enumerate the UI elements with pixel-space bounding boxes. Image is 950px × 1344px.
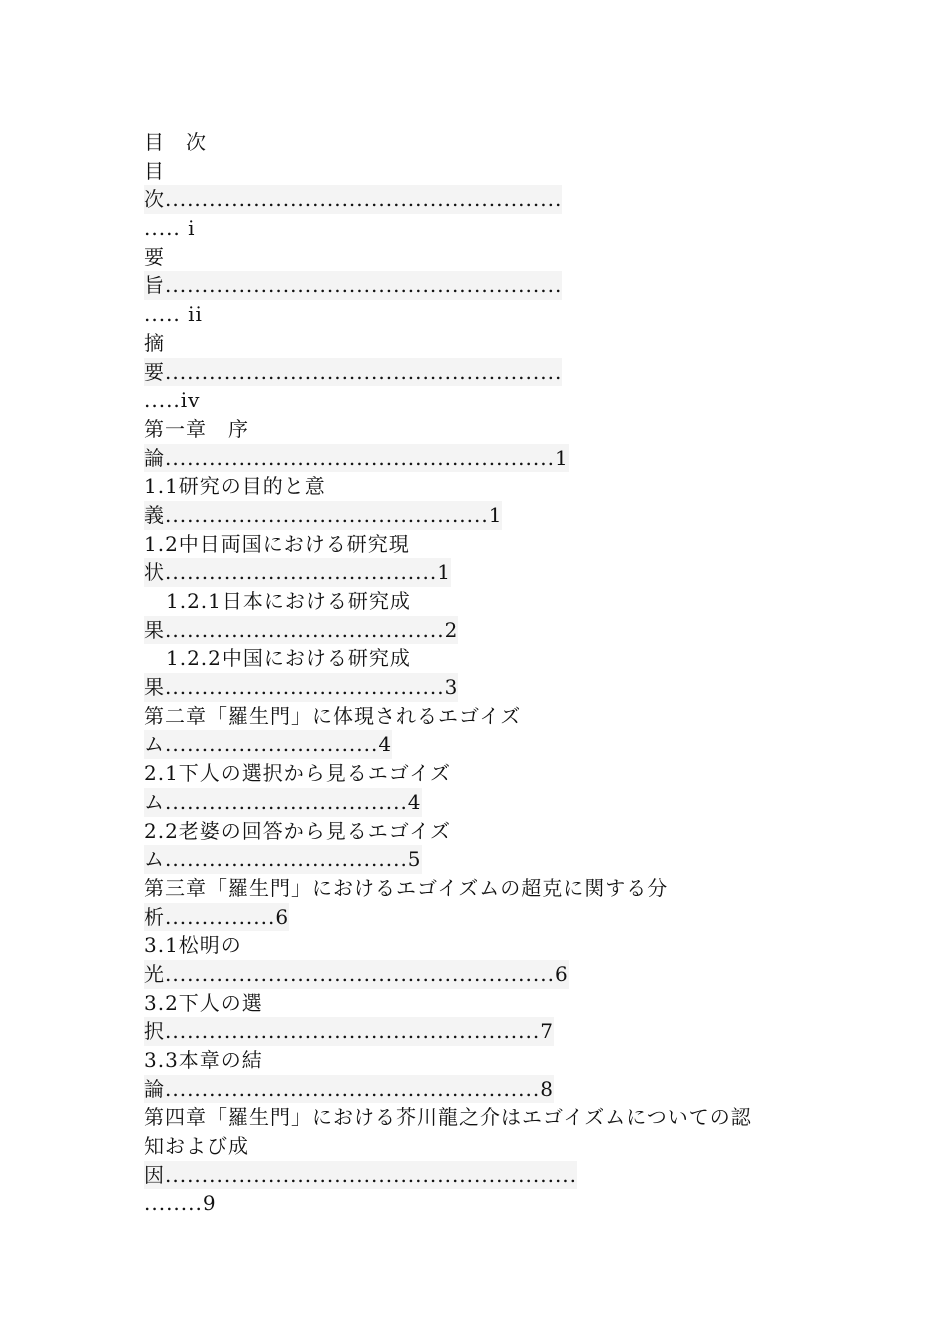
toc-line: 3.3本章の結: [144, 1048, 263, 1072]
toc-line: 3.1松明の: [144, 933, 242, 958]
toc-page: [144, 128, 804, 1218]
toc-line: 析...............6: [144, 903, 289, 932]
toc-line: 1.1研究の目的と意: [144, 474, 326, 499]
toc-line: ム.................................4: [144, 788, 422, 817]
toc-lines: [144, 157, 804, 1218]
toc-line: 要: [144, 244, 165, 269]
toc-line: 第三章「羅生門」におけるエゴイズムの超克に関する分: [144, 875, 669, 900]
toc-line: 光.....................................................6: [144, 960, 569, 989]
toc-line: 果......................................2: [144, 616, 458, 645]
toc-line: 1.2.2中国における研究成: [166, 646, 411, 671]
toc-line: ........9: [144, 1191, 217, 1216]
toc-line: ム.................................5: [144, 845, 422, 874]
toc-line: 摘: [144, 330, 165, 355]
toc-line: 2.1下人の選択から見るエゴイズ: [144, 761, 452, 786]
toc-line: 状.....................................1: [144, 558, 451, 587]
toc-line: 果......................................3: [144, 673, 458, 702]
toc-line: 択...................................................7: [144, 1017, 554, 1046]
toc-line: 知および成: [144, 1134, 249, 1159]
toc-line: 第二章「羅生門」に体現されるエゴイズ: [144, 703, 522, 728]
toc-line: 2.2老婆の回答から見るエゴイズ: [144, 818, 452, 843]
toc-line: ム.............................4: [144, 730, 392, 759]
toc-line: 1.2中日両国における研究現: [144, 531, 410, 556]
toc-line: 1.2.1日本における研究成: [166, 589, 411, 613]
toc-line: 3.2下人の選: [144, 990, 263, 1015]
toc-title: 目 次: [144, 130, 207, 154]
toc-line: 第四章「羅生門」における芥川龍之介はエゴイズムについての認: [144, 1105, 752, 1130]
toc-line: 第一章 序: [144, 416, 249, 441]
toc-line: 要......................................................: [144, 358, 562, 387]
toc-line: .....iv: [144, 388, 201, 413]
toc-line: 論.....................................................1: [144, 444, 569, 473]
toc-line: 目: [144, 158, 165, 183]
toc-line: 論...................................................8: [144, 1075, 554, 1104]
toc-line: 旨......................................................: [144, 271, 562, 300]
toc-line: ..... ii: [144, 302, 203, 327]
toc-line: 次......................................................: [144, 185, 562, 214]
toc-line: ..... i: [144, 216, 196, 241]
toc-line: 因........................................................: [144, 1161, 577, 1190]
toc-line: 義............................................1: [144, 501, 502, 530]
